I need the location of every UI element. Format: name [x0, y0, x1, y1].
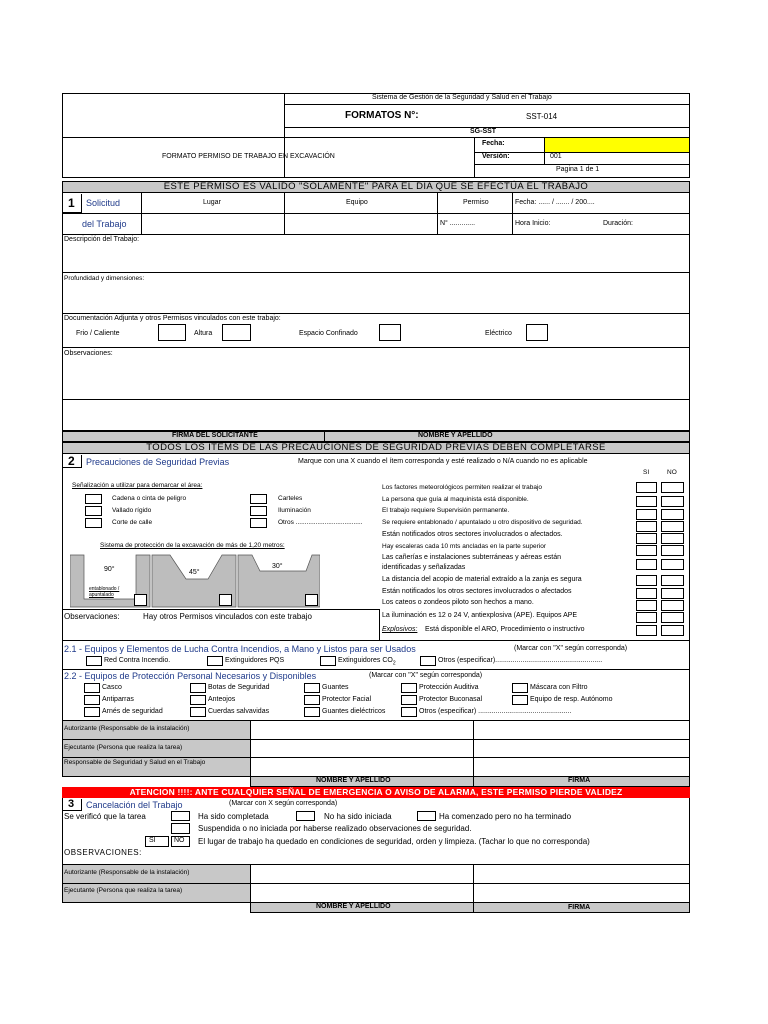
no-checkbox-2[interactable]	[661, 496, 684, 507]
si-checkbox-7[interactable]	[636, 559, 657, 570]
check-item-6: Hay escaleras cada 10 mts ancladas en la parte superior	[382, 543, 547, 550]
comenzado-checkbox[interactable]	[417, 811, 436, 821]
corte-checkbox[interactable]	[85, 518, 102, 528]
suspendida-checkbox[interactable]	[171, 823, 190, 834]
senal-item-carteles: Carteles	[278, 495, 303, 502]
completada-checkbox[interactable]	[171, 811, 190, 821]
epp-guantes: Guantes	[322, 684, 349, 691]
solicitud-label: Solicitud	[86, 198, 121, 208]
si-checkbox-11[interactable]	[636, 612, 657, 623]
form-title: FORMATO PERMISO DE TRABAJO EN EXCAVACIÓN	[162, 153, 335, 160]
extintores-pqs-checkbox[interactable]	[207, 656, 223, 666]
validity-banner: ESTE PERMISO ES VALIDO "SOLAMENTE" PARA EL DIA QUE SE EFECTÚA EL TRABAJO	[62, 181, 690, 193]
check-item-7b: identificadas y señalizadas	[382, 564, 466, 571]
excavation-diagram	[70, 553, 320, 608]
si-checkbox-8[interactable]	[636, 575, 657, 586]
otros-incendio-label: Otros (especificar).......................................................	[438, 657, 603, 664]
explosivos-label: Explosivos:	[382, 626, 418, 633]
si-checkbox-9[interactable]	[636, 588, 657, 599]
observaciones-label: Observaciones:	[64, 350, 113, 357]
documentacion-label: Documentación Adjunta y otros Permisos vinculados con este trabajo:	[64, 315, 281, 322]
alarm-banner: ATENCION !!!!: ANTE CUALQUIER SEÑAL DE EMERGENCIA O AVISO DE ALARMA, ESTE PERMISO PIERDE VALIDEZ	[62, 787, 690, 798]
diagram-30-checkbox[interactable]	[305, 594, 318, 606]
check-item-2: La persona que guía al maquinista está disponible.	[382, 496, 529, 503]
frio-caliente-label: Frio / Caliente	[76, 330, 120, 337]
section3-title: Cancelación del Trabajo	[86, 800, 183, 810]
profundidad-label: Profundidad y dimensiones:	[64, 275, 145, 282]
iluminacion-checkbox[interactable]	[250, 506, 267, 516]
otros-senal-checkbox[interactable]	[250, 518, 267, 528]
section1-frame	[62, 193, 690, 431]
page-number: Pagina 1 de 1	[556, 166, 600, 173]
si-checkbox-6[interactable]	[636, 545, 657, 556]
format-code: SST-014	[526, 112, 558, 121]
section1-number: 1	[68, 196, 75, 210]
auditiva-checkbox[interactable]	[401, 683, 417, 693]
section2-title: Precauciones de Seguridad Previas	[86, 457, 230, 467]
senal-item-vallado: Vallado rígido	[112, 507, 152, 514]
si-checkbox-1[interactable]	[636, 482, 657, 493]
epp-botas: Botas de Seguridad	[208, 684, 270, 691]
electrico-checkbox[interactable]	[526, 324, 548, 341]
no-checkbox-6[interactable]	[661, 545, 684, 556]
no-checkbox-12[interactable]	[661, 625, 684, 636]
cadena-checkbox[interactable]	[85, 494, 102, 504]
descripcion-label: Descripción del Trabajo:	[64, 236, 140, 243]
check-item-9: Están notificados los otros sectores involucrados o afectados	[382, 588, 572, 595]
si-header: SI	[643, 469, 650, 476]
section3-instruction: (Marcar con X según corresponda)	[229, 800, 338, 807]
dielectricos-checkbox[interactable]	[304, 707, 320, 717]
explosivos-text: Está disponible el ARO, Procedimiento o instructivo	[425, 626, 585, 633]
frio-caliente-checkbox[interactable]	[158, 324, 186, 341]
entablonado-label: entablonado / apuntalado	[89, 586, 120, 598]
suspendida-label: Suspendida o no iniciada por haberse realizado observaciones de seguridad.	[198, 824, 472, 833]
red-contra-incendio-label: Red Contra Incendio.	[104, 657, 171, 664]
arnes-checkbox[interactable]	[84, 707, 100, 717]
no-checkbox-10[interactable]	[661, 600, 684, 611]
section22-title: 2.2 - Equipos de Protección Personal Necesarios y Disponibles	[64, 671, 317, 681]
firma-solicitante: FIRMA DEL SOLICITANTE	[172, 432, 258, 439]
si-checkbox-4[interactable]	[636, 521, 657, 532]
no-checkbox-3[interactable]	[661, 509, 684, 520]
check-item-4: Se requiere entablonado / apuntalado u otro dispositivo de seguridad.	[382, 519, 583, 526]
antiparras-checkbox[interactable]	[84, 695, 100, 705]
botas-checkbox[interactable]	[190, 683, 206, 693]
fecha-field[interactable]: Fecha: ...... / ....... / 200....	[515, 199, 595, 206]
ejecutante-s3-label: Ejecutante (Persona que realiza la tarea)	[64, 887, 183, 894]
epp-casco: Casco	[102, 684, 122, 691]
no-checkbox-4[interactable]	[661, 521, 684, 532]
espacio-confinado-label: Espacio Confinado	[299, 330, 358, 337]
duracion-label: Duración:	[603, 220, 633, 227]
epp-arnes: Arnés de seguridad	[102, 708, 163, 715]
autorizante-label: Autorizante (Responsable de la instalación)	[64, 725, 190, 732]
permit-number[interactable]: N° .............	[440, 220, 476, 227]
autorizante-s3-label: Autorizante (Responsable de la instalación)	[64, 869, 190, 876]
extintores-pqs-label: Extinguidores PQS	[225, 657, 285, 664]
solicitante-footer	[62, 431, 690, 442]
check-item-10: Los cateos o zondeos piloto son hechos a mano.	[382, 599, 534, 606]
si-checkbox-12[interactable]	[636, 625, 657, 636]
buconasal-checkbox[interactable]	[401, 695, 417, 705]
diagram-90-checkbox[interactable]	[134, 594, 147, 606]
angle-45: 45°	[189, 569, 200, 576]
epp-otros: Otros (especificar) ................................................	[419, 708, 572, 715]
no-checkbox-5[interactable]	[661, 533, 684, 544]
angle-90: 90°	[104, 566, 115, 573]
ejecutante-label: Ejecutante (Persona que realiza la tarea)	[64, 744, 183, 751]
senal-item-corte: Corte de calle	[112, 519, 153, 526]
mascara-checkbox[interactable]	[512, 683, 528, 693]
section3-number: 3	[68, 798, 75, 810]
espacio-confinado-checkbox[interactable]	[379, 324, 401, 341]
si-checkbox-3[interactable]	[636, 509, 657, 520]
sg-sst: SG-SST	[470, 128, 497, 135]
facial-checkbox[interactable]	[304, 695, 320, 705]
carteles-checkbox[interactable]	[250, 494, 267, 504]
lugar-condiciones-label: El lugar de trabajo ha quedado en condiciones de seguridad, orden y limpieza. (Tachar lo que no corresponda)	[198, 837, 590, 846]
observaciones-s3-label: OBSERVACIONES:	[64, 848, 142, 857]
altura-label: Altura	[194, 330, 213, 337]
no-checkbox-9[interactable]	[661, 588, 684, 599]
red-contra-incendio-checkbox[interactable]	[86, 656, 102, 666]
fecha-label: Fecha:	[482, 140, 505, 147]
epp-facial: Protector Facial	[322, 696, 372, 703]
no-checkbox-1[interactable]	[661, 482, 684, 493]
lugar-header: Lugar	[203, 199, 221, 206]
senal-item-iluminacion: Iluminación	[278, 507, 311, 514]
senalizacion-title: Señalización a utilizar para demarcar el área:	[72, 482, 203, 489]
verifico-label: Se verificó que la tarea	[64, 812, 146, 821]
casco-checkbox[interactable]	[84, 683, 100, 693]
angle-30: 30°	[272, 563, 283, 570]
check-item-7: Las cañerías e instalaciones subterráneas y aéreas están	[382, 554, 561, 561]
anteojos-checkbox[interactable]	[190, 695, 206, 705]
fecha-highlight	[545, 138, 689, 152]
epp-cuerdas: Cuerdas salvavidas	[208, 708, 270, 715]
co2-subscript: 2	[392, 660, 396, 667]
comenzado-label: Ha comenzado pero no ha terminado	[439, 812, 572, 821]
extintores-co2-label	[338, 657, 396, 666]
equipo-header: Equipo	[346, 199, 368, 206]
system-title: Sistema de Gestión de la Seguridad y Salud en el Trabajo	[372, 94, 552, 101]
section2-instruction: Marque con una X cuando el ítem corresponda y esté realizado o N/A cuando no es aplicable	[298, 458, 588, 465]
section21-instruction: (Marcar con "X" según corresponda)	[514, 645, 628, 652]
senal-item-cadena: Cadena o cinta de peligro	[112, 495, 187, 502]
extintores-co2-text: Extinguidores CO	[338, 657, 393, 664]
responsable-label: Responsable de Seguridad y Salud en el Trabajo	[64, 759, 206, 766]
precautions-banner: TODOS LOS ITEMS DE LAS PRECAUCIONES DE SEGURIDAD PREVIAS DEBEN COMPLETARSE	[62, 442, 690, 454]
nombre-apellido-3: NOMBRE Y APELLIDO	[316, 903, 391, 910]
electrico-label: Eléctrico	[485, 330, 512, 337]
otros-epp-checkbox[interactable]	[401, 707, 417, 717]
si-label-s3: SI	[149, 837, 156, 844]
epp-mascara: Máscara con Filtro	[530, 684, 588, 691]
version-value: 001	[550, 153, 562, 160]
nombre-apellido-1: NOMBRE Y APELLIDO	[418, 432, 493, 439]
guantes-checkbox[interactable]	[304, 683, 320, 693]
del-trabajo-label: del Trabajo	[82, 219, 127, 229]
si-checkbox-10[interactable]	[636, 600, 657, 611]
version-label: Versión:	[482, 153, 510, 160]
diagram-45-checkbox[interactable]	[219, 594, 232, 606]
no-checkbox-8[interactable]	[661, 575, 684, 586]
check-item-8: La distancia del acopio de material extraído a la zanja es segura	[382, 576, 582, 583]
completada-label: Ha sido completada	[198, 812, 269, 821]
cuerdas-checkbox[interactable]	[190, 707, 206, 717]
check-item-3: El trabajo requiere Supervisión permanente.	[382, 507, 510, 514]
epp-autonomo: Equipo de resp. Autónomo	[530, 696, 613, 703]
no-iniciada-checkbox[interactable]	[296, 811, 315, 821]
check-item-11: La iluminación es 12 o 24 V, antiexplosiva (APE). Equipos APE	[382, 612, 578, 619]
hora-inicio-label: Hora Inicio:	[515, 220, 551, 227]
epp-anteojos: Anteojos	[208, 696, 236, 703]
epp-antiparras: Antiparras	[102, 696, 134, 703]
otros-incendio-checkbox[interactable]	[420, 656, 436, 666]
vallado-checkbox[interactable]	[85, 506, 102, 516]
obs-permisos-text: Hay otros Permisos vinculados con este trabajo	[143, 612, 312, 621]
firma-label-2: FIRMA	[568, 904, 591, 911]
si-checkbox-2[interactable]	[636, 496, 657, 507]
autonomo-checkbox[interactable]	[512, 695, 528, 705]
nombre-apellido-2: NOMBRE Y APELLIDO	[316, 777, 391, 784]
extintores-co2-checkbox[interactable]	[320, 656, 336, 666]
sistema-proteccion-label: Sistema de protección de la excavación de más de 1,20 metros:	[100, 542, 285, 549]
section22-instruction: (Marcar con "X" según corresponda)	[369, 672, 483, 679]
no-checkbox-11[interactable]	[661, 612, 684, 623]
si-checkbox-5[interactable]	[636, 533, 657, 544]
permiso-header: Permiso	[463, 199, 489, 206]
epp-buconasal: Protector Buconasal	[419, 696, 483, 703]
no-checkbox-7[interactable]	[661, 559, 684, 570]
section2-number: 2	[68, 454, 75, 468]
check-item-1: Los factores meteorológicos permiten realizar el trabajo	[382, 484, 543, 491]
epp-auditiva: Protección Auditiva	[419, 684, 479, 691]
firma-label-1: FIRMA	[568, 777, 591, 784]
no-iniciada-label: No ha sido iniciada	[324, 812, 392, 821]
section21-title: 2.1 - Equipos y Elementos de Lucha Contra Incendios, a Mano y Listos para ser Usados	[64, 644, 416, 654]
epp-dielectricos: Guantes dieléctricos	[322, 708, 386, 715]
obs-label-s2: Observaciones:	[64, 612, 120, 621]
check-item-5: Están notificados otros sectores involucrados o afectados.	[382, 531, 563, 538]
formatos-label: FORMATOS N°:	[345, 110, 419, 121]
no-label-s3: NO	[174, 837, 185, 844]
altura-checkbox[interactable]	[222, 324, 251, 341]
senal-item-otros: Otros .....................................	[278, 519, 363, 526]
no-header: NO	[667, 469, 677, 476]
